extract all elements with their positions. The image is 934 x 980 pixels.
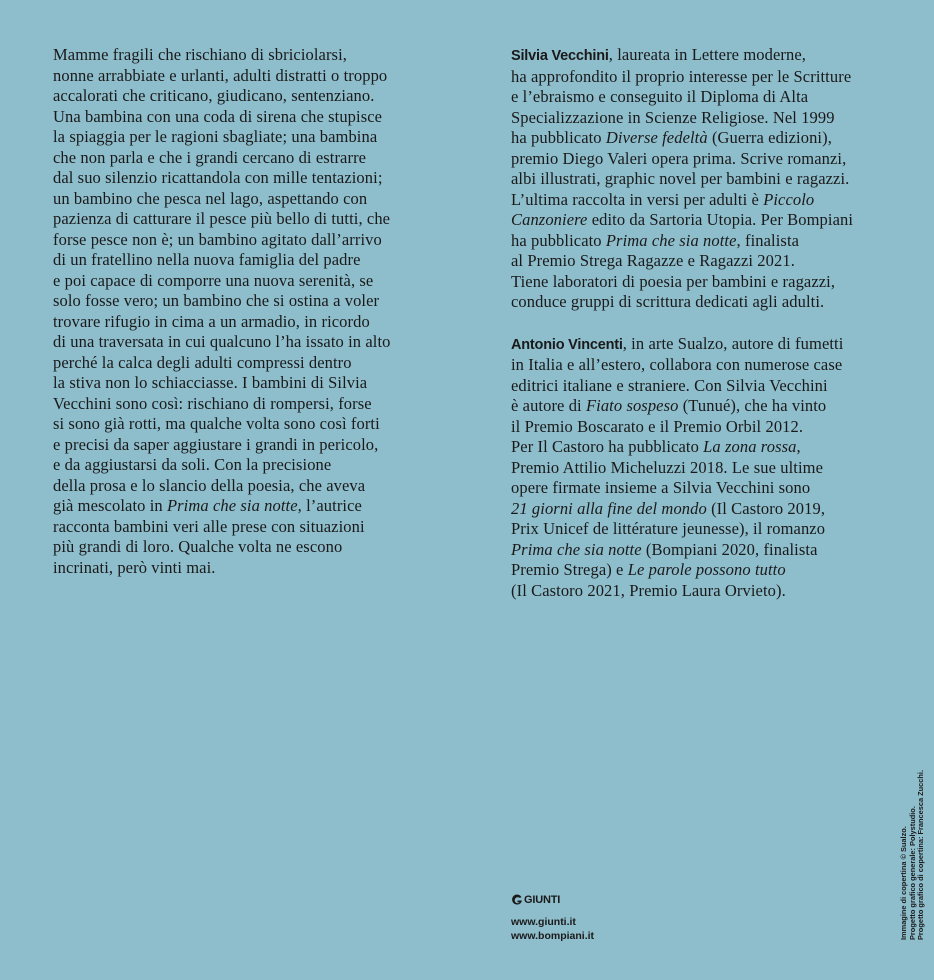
text-line [511, 292, 891, 313]
bio-silvia-vecchini [511, 45, 891, 313]
text-line [53, 230, 433, 251]
text-segment: (Guerra edizioni), [707, 128, 832, 147]
text-line [511, 190, 891, 211]
text-segment: L’ultima raccolta in versi per adulti è [511, 189, 764, 209]
text-line [53, 537, 433, 558]
author-name: Silvia Vecchini [511, 48, 609, 64]
publisher-logo [511, 893, 594, 907]
text-segment: Prix Unicef de littérature jeunesse), il romanzo [511, 519, 826, 538]
text-line [53, 271, 433, 292]
text-segment: il Premio Boscarato e il Premio Orbil 2012. [511, 416, 804, 436]
text-segment: premio Diego Valeri opera prima. Scrive romanzi, [511, 148, 847, 168]
text-segment: Una bambina con una coda di sirena che stupisce [53, 106, 383, 126]
text-segment: accalorati che criticano, giudicano, sentenziano. [53, 86, 375, 105]
text-segment: , finalista [736, 230, 800, 250]
text-segment: conduce gruppi di scrittura dedicati agli adulti. [511, 292, 825, 311]
text-segment: e precisi da saper aggiustare i grandi in pericolo, [53, 434, 379, 454]
text-line [511, 108, 891, 129]
text-line [511, 396, 891, 417]
text-segment: Premio Attilio Micheluzzi 2018. Le sue ultime [511, 457, 823, 477]
text-line [53, 373, 433, 394]
text-line [511, 128, 891, 149]
text-segment: forse pesce non è; un bambino agitato dall’arrivo [53, 229, 382, 249]
text-line [53, 394, 433, 415]
text-segment: (Il Castoro 2021, Premio Laura Orvieto). [511, 580, 786, 600]
text-line [511, 437, 891, 458]
text-segment: della prosa e lo slancio della poesia, che aveva [53, 475, 366, 495]
text-line [511, 272, 891, 293]
text-line [511, 210, 891, 231]
text-line [53, 189, 433, 210]
bio-antonio-vincenti [511, 334, 891, 602]
text-segment: perché la calca degli adulti compressi dentro [53, 352, 352, 372]
text-segment: Premio Strega) e [511, 560, 628, 579]
credit-line: Progetto grafico di copertina: Francesca Zucchi. [916, 769, 926, 940]
text-line [511, 67, 891, 88]
author-bios [511, 45, 891, 601]
italic-title: La zona rossa [703, 437, 797, 456]
text-segment: incrinati, però vinti mai. [53, 557, 216, 577]
text-segment: ha pubblicato [511, 230, 606, 250]
text-line [53, 148, 433, 169]
publisher-block [511, 893, 594, 943]
text-line [53, 127, 433, 148]
text-line [511, 519, 891, 540]
text-segment: e l’ebraismo e conseguito il Diploma di Alta [511, 87, 809, 106]
italic-title: Prima che sia notte [511, 539, 642, 559]
text-segment: è autore di [511, 396, 586, 415]
text-line [53, 107, 433, 128]
text-line [511, 231, 891, 252]
text-segment: e poi capace di comporre una nuova serenità, se [53, 270, 374, 290]
text-segment: , in arte Sualzo, autore di fumetti [622, 333, 844, 353]
text-segment: la spiaggia per le ragioni sbagliate; una bambina [53, 127, 378, 146]
text-segment: di un fratellino nella nuova famiglia del padre [53, 250, 361, 269]
text-segment: , laureata in Lettere moderne, [608, 45, 806, 64]
text-segment: ha pubblicato [511, 128, 606, 147]
text-segment: solo fosse vero; un bambino che si ostina a voler [53, 291, 380, 310]
cover-credits [900, 770, 926, 940]
text-segment: (Bompiani 2020, finalista [641, 539, 818, 559]
italic-title: Fiato sospeso [585, 396, 679, 415]
text-line [511, 87, 891, 108]
text-line [53, 86, 433, 107]
italic-title: Canzoniere [511, 210, 588, 229]
text-segment: trovare rifugio in cima a un armadio, in ricordo [53, 311, 370, 331]
text-line [53, 209, 433, 230]
text-line [53, 476, 433, 497]
text-line [511, 458, 891, 479]
text-line [511, 499, 891, 520]
text-line [511, 376, 891, 397]
text-segment: che non parla e che i grandi cercano di estrarre [53, 147, 367, 167]
text-line [53, 517, 433, 538]
text-line [53, 435, 433, 456]
text-line [53, 496, 433, 517]
text-segment: dal suo silenzio ricattandola con mille tentazioni; [53, 168, 383, 187]
text-segment: Tiene laboratori di poesia per bambini e ragazzi, [511, 271, 836, 291]
text-line [53, 168, 433, 189]
text-segment: , l’autrice [297, 496, 362, 515]
text-segment: opere firmate insieme a Silvia Vecchini sono [511, 478, 811, 497]
text-segment: si sono già rotti, ma qualche volta sono così forti [53, 414, 380, 433]
text-line [511, 251, 891, 272]
text-line [53, 312, 433, 333]
text-segment: Specializzazione in Scienze Religiose. Nel 1999 [511, 107, 835, 127]
text-segment: editrici italiane e straniere. Con Silvia Vecchini [511, 375, 828, 395]
italic-title: 21 giorni alla fine del mondo [511, 498, 707, 518]
text-segment: racconta bambini veri alle prese con situazioni [53, 516, 365, 536]
text-segment: la stiva non lo schiacciasse. I bambini di Silvia [53, 373, 368, 392]
text-line [53, 558, 433, 579]
text-line [53, 455, 433, 476]
text-line [511, 540, 891, 561]
text-segment: un bambino che pesca nel lago, aspettando con [53, 188, 368, 208]
text-segment: più grandi di loro. Qualche volta ne escono [53, 537, 343, 556]
text-segment: pazienza di catturare il pesce più bello di tutti, che [53, 209, 391, 228]
text-segment: Mamme fragili che rischiano di sbriciolarsi, [53, 45, 347, 64]
text-segment: e da aggiustarsi da soli. Con la precisione [53, 455, 332, 474]
text-line [511, 478, 891, 499]
italic-title: Prima che sia notte [166, 496, 298, 515]
text-segment: (Tunué), che ha vinto [678, 396, 827, 415]
text-segment: Vecchini sono così: rischiano di rompersi, forse [53, 393, 372, 413]
italic-title: Diverse fedeltà [605, 128, 708, 147]
text-line [511, 581, 891, 602]
text-line [511, 560, 891, 581]
publisher-logo-text: GIUNTI [524, 894, 561, 906]
publisher-links [511, 916, 594, 943]
credit-line: Immagine di copertina © Sualzo. [899, 826, 908, 940]
italic-title: Prima che sia notte [605, 230, 737, 250]
text-segment: di una traversata in cui qualcuno l’ha issato in alto [53, 332, 391, 351]
text-segment: in Italia e all’estero, collabora con numerose case [511, 355, 843, 374]
credit-line: Progetto grafico generale: Polystudio. [907, 806, 917, 940]
text-segment: , [796, 437, 801, 456]
text-line [53, 414, 433, 435]
text-line [53, 66, 433, 87]
text-segment: al Premio Strega Ragazze e Ragazzi 2021. [511, 251, 795, 270]
text-segment: (Il Castoro 2019, [706, 498, 826, 518]
text-segment: albi illustrati, graphic novel per bambini e ragazzi. [511, 169, 850, 188]
author-name: Antonio Vincenti [511, 336, 623, 353]
text-line [511, 417, 891, 438]
text-line [53, 45, 433, 66]
text-line [511, 149, 891, 170]
text-line [53, 332, 433, 353]
link-bompiani[interactable]: www.bompiani.it [511, 929, 595, 942]
text-line [53, 291, 433, 312]
text-line [53, 250, 433, 271]
text-line [511, 355, 891, 376]
link-giunti[interactable]: www.giunti.it [511, 916, 576, 928]
text-segment: Per Il Castoro ha pubblicato [511, 437, 704, 456]
italic-title: Piccolo [763, 189, 815, 209]
italic-title: Le parole possono tutto [627, 560, 786, 579]
text-segment: edito da Sartoria Utopia. Per Bompiani [587, 210, 854, 229]
cover-blurb [53, 45, 433, 578]
giunti-g-logo-icon [511, 894, 523, 906]
text-line [53, 353, 433, 374]
text-line [511, 169, 891, 190]
text-line [511, 45, 891, 67]
text-line [511, 334, 891, 356]
text-segment: già mescolato in [53, 496, 167, 515]
text-segment: nonne arrabbiate e urlanti, adulti distratti o troppo [53, 65, 388, 85]
text-segment: ha approfondito il proprio interesse per le Scritture [511, 66, 852, 86]
